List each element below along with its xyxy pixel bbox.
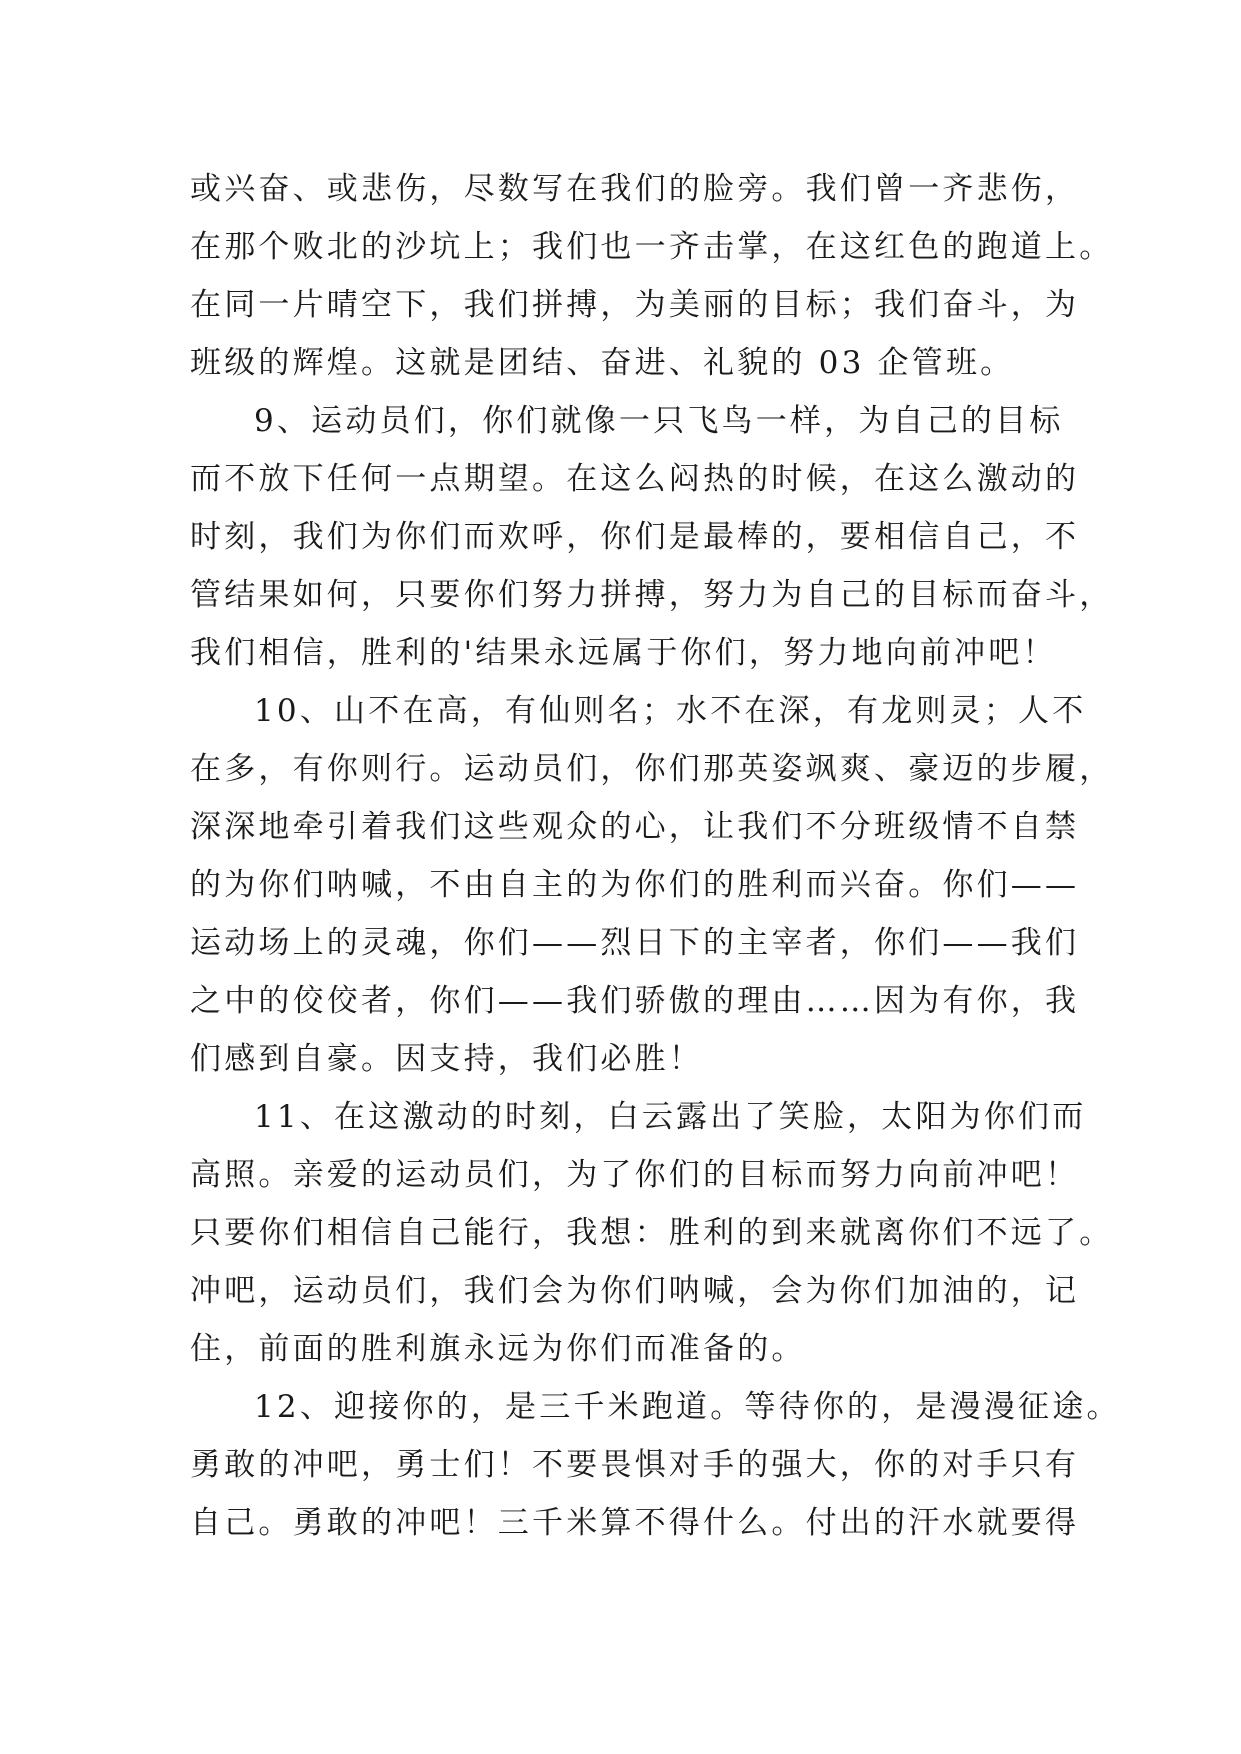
text-line: 班级的辉煌。这就是团结、奋进、礼貌的 03 企管班。 <box>190 345 1015 381</box>
text-line: 管结果如何，只要你们努力拼搏，努力为自己的目标而奋斗， <box>190 577 1114 613</box>
text-line: 自己。勇敢的冲吧！三千米算不得什么。付出的汗水就要得 <box>190 1505 1080 1541</box>
document-body <box>190 160 1121 1552</box>
text-line: 在那个败北的沙坑上；我们也一齐击掌，在这红色的跑道上。 <box>190 229 1114 265</box>
text-line: 只要你们相信自己能行，我想：胜利的到来就离你们不远了。 <box>190 1215 1114 1251</box>
text-line: 在多，有你则行。运动员们，你们那英姿飒爽、豪迈的步履， <box>190 751 1114 787</box>
text-line: 或兴奋、或悲伤，尽数写在我们的脸旁。我们曾一齐悲伤， <box>190 171 1080 207</box>
text-line: 之中的佼佼者，你们——我们骄傲的理由……因为有你，我 <box>190 983 1080 1019</box>
text-line: 我们相信，胜利的'结果永远属于你们，努力地向前冲吧！ <box>190 635 1057 671</box>
text-line: 住，前面的胜利旗永远为你们而准备的。 <box>190 1331 806 1367</box>
paragraph-start-line: 9、运动员们，你们就像一只飞鸟一样，为自己的目标 <box>254 403 1064 439</box>
text-line: 在同一片晴空下，我们拼搏，为美丽的目标；我们奋斗，为 <box>190 287 1080 323</box>
text-line: 们感到自豪。因支持，我们必胜！ <box>190 1041 703 1077</box>
paragraph-start-line: 11、在这激动的时刻，白云露出了笑脸，太阳为你们而 <box>254 1099 1087 1135</box>
text-line: 时刻，我们为你们而欢呼，你们是最棒的，要相信自己，不 <box>190 519 1080 555</box>
text-line: 深深地牵引着我们这些观众的心，让我们不分班级情不自禁 <box>190 809 1080 845</box>
text-line: 冲吧，运动员们，我们会为你们呐喊，会为你们加油的，记 <box>190 1273 1080 1309</box>
text-line: 的为你们呐喊，不由自主的为你们的胜利而兴奋。你们—— <box>190 867 1080 903</box>
text-line: 勇敢的冲吧，勇士们！不要畏惧对手的强大，你的对手只有 <box>190 1447 1080 1483</box>
text-line: 而不放下任何一点期望。在这么闷热的时候，在这么激动的 <box>190 461 1080 497</box>
text-line: 高照。亲爱的运动员们，为了你们的目标而努力向前冲吧！ <box>190 1157 1080 1193</box>
paragraph-start-line: 10、山不在高，有仙则名；水不在深，有龙则灵；人不 <box>254 693 1087 729</box>
text-line: 运动场上的灵魂，你们——烈日下的主宰者，你们——我们 <box>190 925 1080 961</box>
paragraph-start-line: 12、迎接你的，是三千米跑道。等待你的，是漫漫征途。 <box>254 1389 1121 1425</box>
